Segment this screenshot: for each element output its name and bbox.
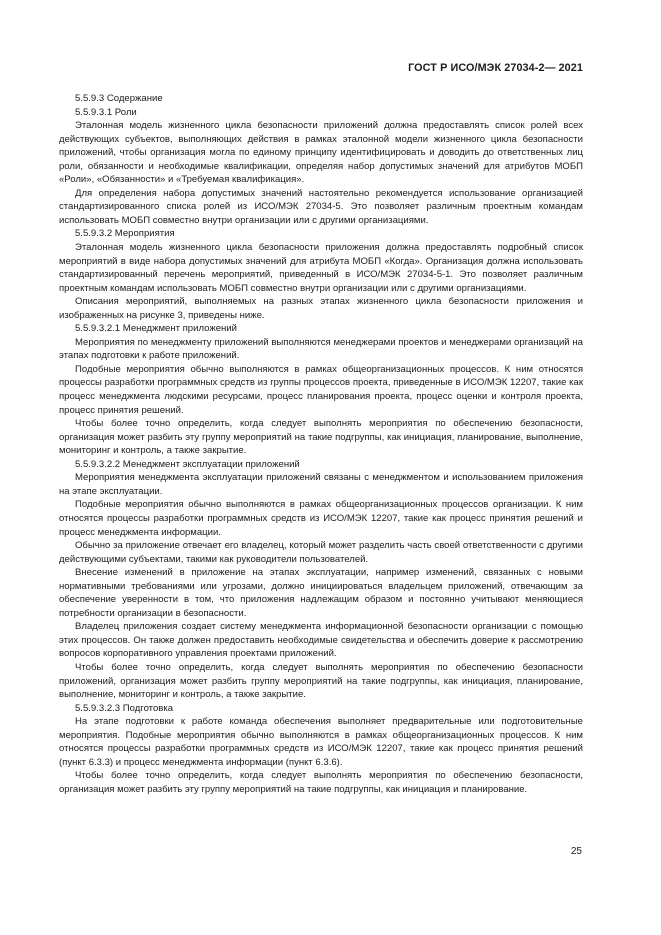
document-header: ГОСТ Р ИСО/МЭК 27034-2— 2021 <box>408 62 583 74</box>
section-heading: 5.5.9.3.2.1 Менеджмент приложений <box>75 323 237 335</box>
section-heading: 5.5.9.3.2.3 Подготовка <box>75 702 174 714</box>
body-paragraph: Мероприятия по менеджменту приложений выполняются менеджерами проектов и менеджерами организаций на этапах подготовки к работе приложений. <box>59 336 583 362</box>
body-paragraph: Для определения набора допустимых значений настоятельно рекомендуется использование организацией стандартизированного списка ролей из ИСО/МЭК 27034-5. Это позволяет различным проектным командам использовать МОБП совместно внутри организации или с другими организациями. <box>59 187 583 226</box>
body-paragraph: Чтобы более точно определить, когда следует выполнять мероприятия по обеспечению безопасности, организация может разбить эту группу мероприятий на такие подгруппы, как инициация и планирование. <box>59 770 583 795</box>
body-paragraph: Эталонная модель жизненного цикла безопасности приложений должна предоставлять список ролей всех действующих субъектов, выполняющих действия в рамках эталонной модели жизненного цикла безопасности приложений, чтобы организация могла по единому принципу идентифицировать и доводить до ответственных лиц роли, обязанности и необходимые квалификации, определяя набор допустимых значений для атрибутов МОБП «Роли», «Обязанности» и «Требуемая квалификация». <box>59 120 583 186</box>
body-paragraph: Эталонная модель жизненного цикла безопасности приложения должна предоставлять подробный список мероприятий в виде набора допустимых значений для атрибута МОБП «Когда». Организация должна использовать стандартизированный перечень мероприятий, приведенный в ИСО/МЭК 27034-5-1. Это позволяет различным проектным командам использовать МОБП совместно внутри организации или с другими организациями. <box>59 242 583 294</box>
body-paragraph: Владелец приложения создает систему менеджмента информационной безопасности организации с помощью этих процессов. Он также должен предоставить необходимые свидетельства и обеспечить доверие к рассмотрению вопросов корпоративного управления проектами приложений. <box>59 621 583 660</box>
section-heading: 5.5.9.3 Содержание <box>75 93 163 104</box>
page-number: 25 <box>570 846 582 857</box>
section-heading: 5.5.9.3.1 Роли <box>75 106 137 118</box>
body-paragraph: Описания мероприятий, выполняемых на разных этапах жизненного цикла безопасности приложения и изображенных на рисунке 3, приведены ниже. <box>59 296 583 321</box>
body-paragraph: Чтобы более точно определить, когда следует выполнять мероприятия по обеспечению безопасности приложений, организация может разбить группу мероприятий на такие подгруппы, как инициация, планирование, выполнение, мониторинг и контроль, а также закрытие. <box>59 661 583 701</box>
body-paragraph: Подобные мероприятия обычно выполняются в рамках общеорганизационных процессов. К ним относятся процессы разработки программных средств из группы процессов проекта, приведенные в ИСО/МЭК 12207, такие как процесс менеджмента людскими ресурсами, процесс планирования проекта, процесс оценки и контроля проекта, процесс принятия решений. <box>59 363 583 416</box>
body-paragraph: Подобные мероприятия обычно выполняются в рамках общеорганизационных процессов организации. К ним относятся процессы разработки программных средств из ИСО/МЭК 12207, такие как процесс принятия решений и процесс менеджмента информации. <box>59 499 583 538</box>
body-paragraph: На этапе подготовки к работе команда обеспечения выполняет предварительные или подготовительные мероприятия. Подобные мероприятия обычно выполняются в рамках общеорганизационных процессов. К ним относятся процессы разработки программных средств из ИСО/МЭК 12207, такие как процесс принятия решений (пункт 6.3.3) и процесс менеджмента информации (пункт 6.3.6). <box>59 716 583 768</box>
section-heading: 5.5.9.3.2 Мероприятия <box>75 228 175 240</box>
document-body <box>59 92 583 796</box>
body-paragraph: Обычно за приложение отвечает его владелец, который может разделить часть своей ответственности с другими действующими субъектами, такими как руководители пользователей. <box>59 540 583 565</box>
body-paragraph: Чтобы более точно определить, когда следует выполнять мероприятия по обеспечению безопасности, организация может разбить эту группу мероприятий на такие подгруппы, как инициация, планирование, выполнение, мониторинг и контроль, а также закрытие. <box>59 418 583 457</box>
body-paragraph: Мероприятия менеджмента эксплуатации приложений связаны с менеджментом и использованием приложения на этапе эксплуатации. <box>59 472 583 497</box>
body-paragraph: Внесение изменений в приложение на этапах эксплуатации, например изменений, связанных с новыми нормативными требованиями или угрозами, должно инициироваться владельцем приложений, отвечающим за обеспечение уверенности в том, что приложения надлежащим образом и постоянно учитывают меняющиеся потребности организации в безопасности. <box>59 567 583 619</box>
section-heading: 5.5.9.3.2.2 Менеджмент эксплуатации приложений <box>75 458 300 470</box>
